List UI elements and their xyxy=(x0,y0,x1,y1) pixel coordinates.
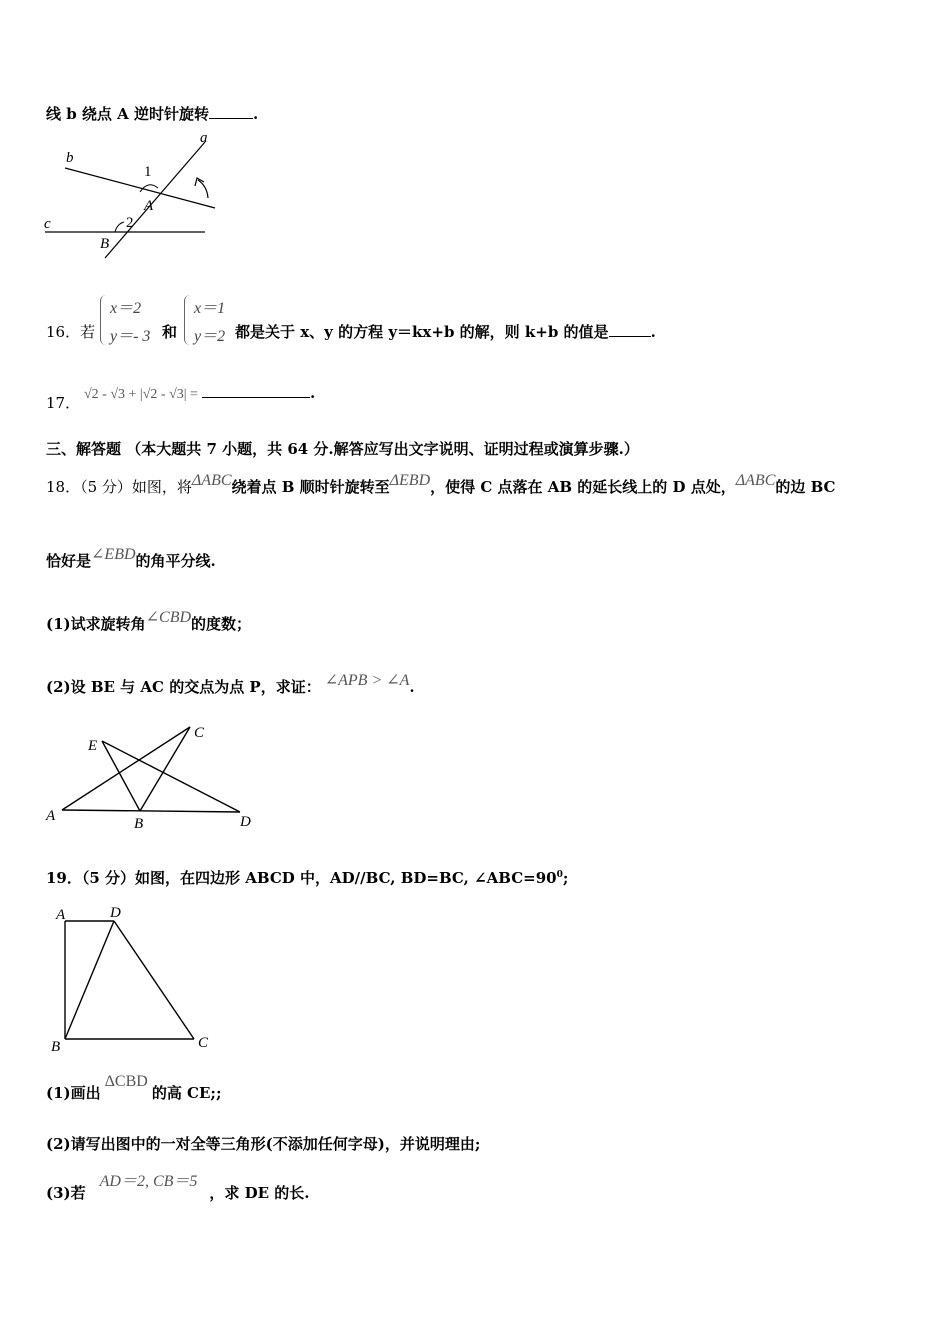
segment-AC xyxy=(62,727,190,810)
q15-figure xyxy=(40,130,230,265)
q19-p1-b: 的高 CE;; xyxy=(151,1084,222,1102)
label-point-B: B xyxy=(100,236,110,252)
label-b: b xyxy=(66,150,74,166)
q16-number: 16．若 xyxy=(46,323,96,341)
q15-text xyxy=(46,103,258,124)
label-a: a xyxy=(200,130,208,146)
label-C: C xyxy=(198,1035,209,1051)
q18-math-ebd: ΔEBD xyxy=(389,472,431,489)
q18-part2-b: . xyxy=(409,678,415,696)
q19-math-triangle-cbd: ΔCBD xyxy=(104,1073,148,1090)
q15-answer-blank[interactable] xyxy=(209,104,253,119)
segment-DC xyxy=(114,921,194,1039)
q17-line xyxy=(84,383,315,403)
q18-math-angle-ebd: ∠EBD xyxy=(91,546,136,563)
q18-math-inequality: ∠APB > ∠A xyxy=(324,672,410,689)
q18-part2-a: (2)设 BE 与 AC 的交点为点 P，求证： xyxy=(46,678,321,696)
q16-text xyxy=(235,321,656,342)
q18-text-2: ，使得 C 点落在 AB 的延长线上的 D 点处， xyxy=(430,478,736,496)
label-angle-1: 1 xyxy=(144,164,152,180)
angle-2-arc xyxy=(115,222,124,232)
q18-number: 18．（5 分）如图，将 xyxy=(46,478,192,496)
q19-p3-a: (3)若 xyxy=(46,1184,86,1202)
label-C: C xyxy=(194,725,205,741)
section-3-title: 三、解答题 （本大题共 7 小题，共 64 分.解答应写出文字说明、证明过程或演算步骤.） xyxy=(46,440,639,458)
q17-number: 17． xyxy=(46,394,81,412)
segment-BC xyxy=(140,727,190,811)
q18-part1-a: (1)试求旋转角 xyxy=(46,615,146,633)
q16-question: 都是关于 x、y 的方程 y＝kx+b 的解，则 k+b 的值是 xyxy=(235,323,609,341)
label-B: B xyxy=(134,816,144,832)
q19-part-3 xyxy=(46,1173,310,1203)
q19-text: 19．（5 分）如图，在四边形 ABCD 中，AD//BC, BD=BC, ∠ABC=90 xyxy=(46,869,557,887)
q18-part-1 xyxy=(46,609,252,634)
q19-math-given: AD＝2, CB＝5 xyxy=(99,1173,198,1190)
q16-sys1-row2: y＝- 3 xyxy=(110,328,151,345)
q18-line2-a: 恰好是 xyxy=(46,552,92,570)
segment-BD xyxy=(65,921,114,1039)
q16-end: . xyxy=(650,323,656,341)
q15-end: . xyxy=(253,105,259,123)
q17-expression: √2 - √3 + |√2 - √3| = xyxy=(84,387,198,402)
label-A: A xyxy=(56,907,66,923)
q16-and: 和 xyxy=(162,323,178,341)
q15-line-text: 线 b 绕点 A 逆时针旋转 xyxy=(46,105,210,123)
label-E: E xyxy=(88,738,98,754)
q18-line-2 xyxy=(46,546,216,571)
q16-sys1-row1: x＝2 xyxy=(110,300,142,317)
label-point-A: A xyxy=(144,198,154,214)
q16-prefix xyxy=(46,321,95,342)
label-c: c xyxy=(44,216,51,232)
q18-math-abc-2: ΔABC xyxy=(735,472,776,489)
q19-superscript: 0 xyxy=(556,870,563,880)
q16-sys2-row2: y＝2 xyxy=(194,328,226,345)
q19-figure xyxy=(48,903,218,1055)
label-A: A xyxy=(46,808,56,824)
q18-figure xyxy=(44,722,259,834)
q18-math-abc: ΔABC xyxy=(191,472,232,489)
q18-math-angle-cbd: ∠CBD xyxy=(145,609,192,626)
q18-line2-b: 的角平分线. xyxy=(135,552,216,570)
label-B: B xyxy=(51,1039,61,1055)
q19-p1-a: (1)画出 xyxy=(46,1084,101,1102)
q19-p3-b: ，求 DE 的长. xyxy=(209,1184,310,1202)
line-a xyxy=(105,142,205,258)
q18-line-1 xyxy=(46,472,836,497)
q18-part1-b: 的度数； xyxy=(191,615,252,633)
label-D: D xyxy=(110,905,121,921)
q19-part-1 xyxy=(46,1073,222,1103)
q17-answer-blank[interactable] xyxy=(202,383,310,398)
q18-text-3: 的边 BC xyxy=(775,478,836,496)
label-D: D xyxy=(240,814,251,830)
q19-part-2: (2)请写出图中的一对全等三角形(不添加任何字母)，并说明理由; xyxy=(46,1135,481,1153)
q18-part-2 xyxy=(46,672,415,697)
rotation-arrow-icon xyxy=(198,180,208,198)
q16-sys2-row1: x＝1 xyxy=(194,300,226,317)
q19-semicolon: ; xyxy=(562,869,569,887)
q17-end: . xyxy=(309,384,316,402)
label-angle-2: 2 xyxy=(126,215,134,231)
segment-AD xyxy=(62,810,240,812)
line-b xyxy=(65,168,215,208)
q18-text-1: 绕着点 B 顺时针旋转至 xyxy=(231,478,390,496)
segment-ED xyxy=(102,741,240,812)
q16-answer-blank[interactable] xyxy=(609,322,651,337)
q19-line xyxy=(46,867,568,888)
